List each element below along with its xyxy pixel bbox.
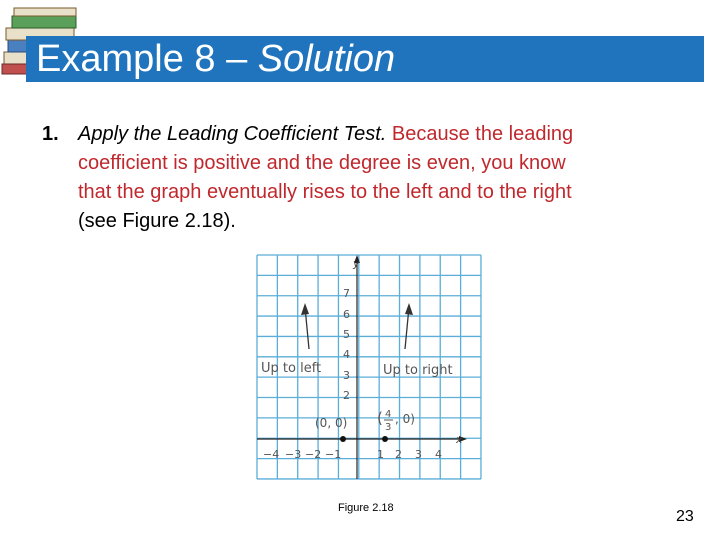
page-number: 23 (676, 508, 694, 525)
y-tick-label: 7 (343, 287, 350, 300)
label-up-to-left: Up to left (261, 361, 322, 376)
point-origin (340, 436, 346, 442)
label-up-to-right: Up to right (383, 363, 453, 378)
y-tick-label: 5 (343, 328, 350, 341)
y-tick-label: 3 (343, 369, 350, 382)
x-tick-label: −2 (305, 448, 322, 461)
y-tick-label: 4 (343, 348, 350, 361)
point-label-right-denominator: 3 (385, 422, 392, 433)
point-four-thirds (382, 436, 388, 442)
title-sub: Solution (257, 38, 396, 80)
x-tick-label: 1 (377, 448, 384, 461)
arrow-up-left-head (301, 303, 309, 315)
y-tick-labels (343, 287, 350, 402)
x-tick-label: −3 (285, 448, 302, 461)
slide-title (36, 38, 395, 80)
y-tick-label: 2 (343, 389, 350, 402)
point-label-right-open: ( (377, 409, 383, 427)
x-tick-label: 3 (415, 448, 422, 461)
x-axis-label: x (456, 433, 463, 446)
y-tick-label: 6 (343, 308, 350, 321)
x-tick-label: −4 (263, 448, 280, 461)
point-label-right-numerator: 4 (385, 409, 392, 420)
figure-caption: Figure 2.18 (338, 502, 394, 514)
y-axis-label: y (353, 257, 360, 270)
point-label-left: (0, 0) (315, 416, 348, 430)
item-number: 1. (42, 123, 59, 145)
text-line-4: (see Figure 2.18). (78, 210, 236, 232)
test-name: Apply the Leading Coefficient Test. (78, 123, 387, 145)
figure-graph (253, 251, 485, 485)
text-line-3: that the graph eventually rises to the left and to the right (78, 181, 572, 203)
title-main: Example 8 – (36, 38, 258, 80)
text-line-2: coefficient is positive and the degree is even, you know (78, 152, 566, 174)
x-tick-label: −1 (325, 448, 342, 461)
text-line-1 (42, 120, 692, 149)
explanation-start: Because the leading (386, 123, 574, 145)
arrow-up-right-head (405, 303, 413, 315)
x-tick-label: 4 (435, 448, 442, 461)
solution-text (42, 120, 692, 236)
point-label-right-rest: , 0) (395, 412, 415, 426)
x-tick-label: 2 (395, 448, 402, 461)
